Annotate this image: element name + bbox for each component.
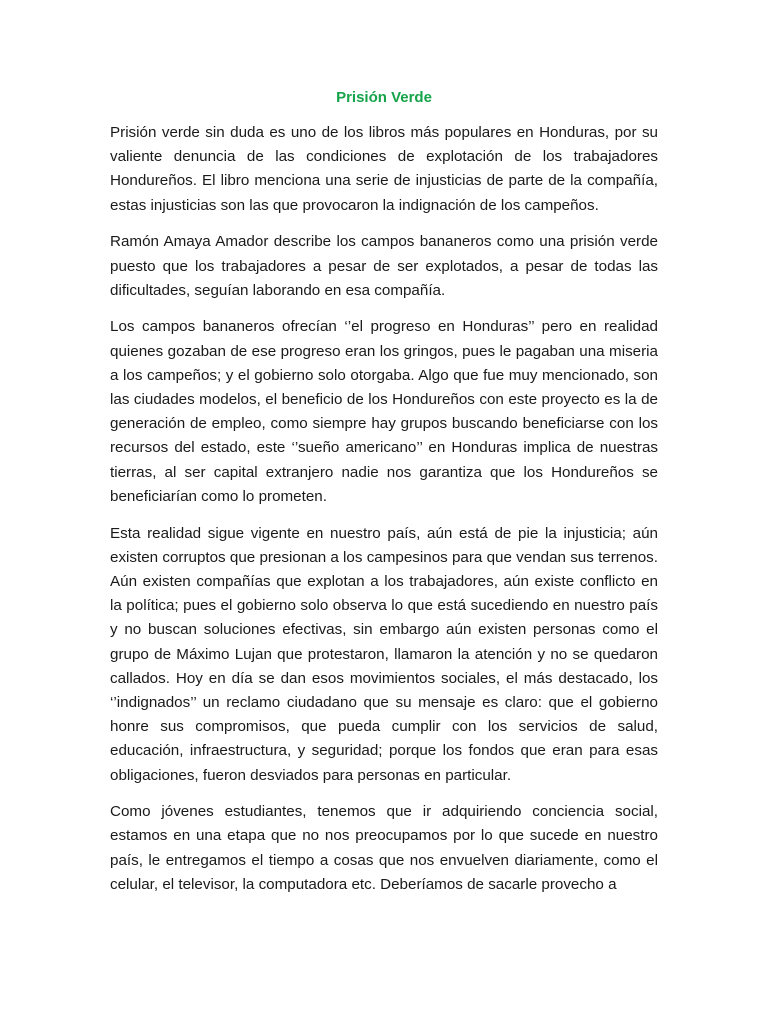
- paragraph-5: Como jóvenes estudiantes, tenemos que ir adquiriendo conciencia social, estamos en una etapa que no nos preocupamos por lo que sucede en nuestro país, le entregamos el tiempo a cosas que nos envuelven diariamente, como el celular, el televisor, la computadora etc. Deberíamos de sacarle provecho a: [110, 803, 658, 893]
- paragraph-1: Prisión verde sin duda es uno de los libros más populares en Honduras, por su valiente denuncia de las condiciones de explotación de los trabajadores Hondureños. El libro menciona una serie de injusticias de parte de la compañía, estas injusticias son las que provocaron la indignación de los campeños.: [110, 124, 658, 214]
- paragraph-3: Los campos bananeros ofrecían ‘’el progreso en Honduras’’ pero en realidad quienes gozaban de ese progreso eran los gringos, pues le pagaban una miseria a los campeños; y el gobierno solo otorgaba. Algo que fue muy mencionado, son las ciudades modelos, el beneficio de los Hondureños con este proyecto es la de generación de empleo, como siempre hay grupos buscando beneficiarse con los recursos del estado, este ‘’sueño americano’’ en Honduras implica de nuestras tierras, al ser capital extranjero nadie nos garantiza que los Hondureños se beneficiarían como lo prometen.: [110, 318, 658, 505]
- document-title: Prisión Verde: [336, 89, 432, 106]
- document-body: [110, 121, 658, 897]
- paragraph-4: Esta realidad sigue vigente en nuestro país, aún está de pie la injusticia; aún existen corruptos que presionan a los campesinos para que vendan sus terrenos. Aún existen compañías que explotan a los trabajadores, aún existe conflicto en la política; pues el gobierno solo observa lo que está sucediendo en nuestro país y no buscan soluciones efectivas, sin embargo aún existen personas como el grupo de Máximo Lujan que protestaron, llamaron la atención y no se quedaron callados. Hoy en día se dan esos movimientos sociales, el más destacado, los ‘’indignados’’ un reclamo ciudadano que su mensaje es claro: que el gobierno honre sus compromisos, que pueda cumplir con los servicios de salud, educación, infraestructura, y seguridad; porque los fondos que eran para esas obligaciones, fueron desviados para personas en particular.: [110, 524, 658, 784]
- paragraph-2: Ramón Amaya Amador describe los campos bananeros como una prisión verde puesto que los trabajadores a pesar de ser explotados, a pesar de todas las dificultades, seguían laborando en esa compañía.: [110, 233, 658, 299]
